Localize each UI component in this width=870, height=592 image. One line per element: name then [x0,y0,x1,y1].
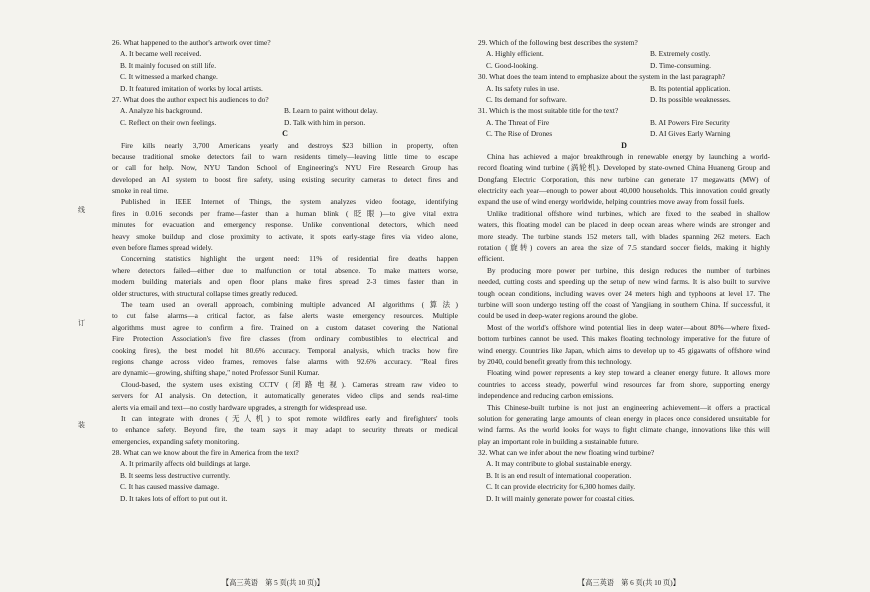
option: C. Reflect on their own feelings. [120,117,217,127]
passage-line: independence and reducing carbon emissions. [478,391,614,401]
passage-line: By producing more power per turbine, this design reduces the number of turbines [487,265,770,275]
question-stem: 29. Which of the following best describes the system? [478,38,638,47]
passage-line: needed, cutting costs and speeding up the setup of new wind farms. It is also built to survive [478,277,770,287]
question-stem: 31. Which is the most suitable title for the text? [478,106,619,116]
passage-line: algorithms must agree to confirm a fire. Trained on a custom dataset covering the National [112,322,458,332]
passage-line: wind farms. As the world looks for ways to fight climate change, innovations like this will [478,425,770,435]
passage-line: could be used in deep-water regions around the globe. [478,311,638,321]
option: C. Good-looking. [486,60,538,70]
passage-line: Published in IEEE Internet of Things, the system analyzes video footage, identifying [121,197,458,207]
binding-mark: 装 [78,421,85,429]
passage-line: play an important role in building a sustainable future. [478,436,639,446]
option: A. It became well received. [120,49,202,59]
passage-line: This Chinese-built turbine is not just an engineering achievement—it offers a practical [487,402,770,412]
passage-line: or call for help. Now, NYU Tandon School of Engineering's NYU Fire Research Group has [112,163,458,173]
option: D. Time-consuming. [650,60,711,70]
passage-line: developed an AI system to boost fire safety, using existing security cameras to detect fires and [112,174,458,184]
passage-line: efficient. [478,254,505,264]
passage-line: to cut false alarms—a critical factor, as false alerts waste emergency resources. Multiple [112,311,458,321]
passage-line: regions change across video frames, removes false alarms with 92.6% accuracy. "Real fires [112,356,458,366]
passage-line: rotation (旋转) covers an area the size of 7.5 standard soccer fields, making it highly [478,243,770,253]
passage-d [478,151,770,447]
passage-line: heavy smoke buildup and close proximity to activate, it spots early-stage fires via video alone, [112,231,458,241]
option: C. It witnessed a marked change. [120,72,218,82]
option: C. Its demand for software. [486,94,567,104]
passage-line: cooking fires), the best model hit 80.6% accuracy. Temporal analysis, which tracks how fire [112,345,458,355]
right-column [478,37,770,504]
passage-line: China has achieved a major breakthrough in renewable energy by launching a world- [487,151,770,161]
option: D. Talk with him in person. [284,117,366,127]
passage-c [112,140,458,448]
option: D. Its possible weaknesses. [650,94,731,104]
passage-line: emergencies, expanding safety monitoring. [112,436,240,446]
passage-line: expand the use of wind energy worldwide, helping countries move away from fossil fuels. [478,197,745,207]
passage-line: tough ocean conditions, including waves over 24 meters high and typhoons at level 17. The [478,288,770,298]
option: A. Its safety rules in use. [486,83,560,93]
passage-line: by 2040, could benefit greatly from this technology. [478,356,632,366]
passage-line: wind energy. Countries like Japan, which aims to develop up to 45 gigawatts of offshore wind [478,345,770,355]
page-footer-right: 【高三英语 第 6 页(共 10 页)】 [578,579,680,587]
option: B. Extremely costly. [650,49,711,59]
passage-line: Floating wind power represents a key step toward a cleaner energy future. It allows more [487,368,770,378]
option: B. Its potential application. [650,83,731,93]
passage-line: solution for generating large amounts of clean energy in places once considered unsuitable for [478,413,770,423]
passage-line: older structures, with structural collapse times greatly reduced. [112,288,298,298]
passage-line: bottom turbines cannot be used. This makes floating technology imperative for the future of [478,334,770,344]
passage-line: Dongfang Electric Corporation, this new turbine can generate 17 megawatts (MW) of [478,174,770,184]
option: C. The Rise of Drones [486,129,553,139]
option: A. Analyze his background. [120,106,203,116]
passage-line: The team used an overall approach, combining multiple advanced AI algorithms (算法) [121,299,458,309]
passage-line: electricity each year—enough to power about 40,000 households. This innovation could greatly [478,186,770,196]
passage-line: servers for AI analysis. On detection, it automatically generates video clips and sends real-time [112,391,458,401]
passage-line: waters, this floating model can be placed in deep ocean areas where winds are stronger and [478,220,770,230]
option: B. AI Powers Fire Security [650,117,730,127]
passage-line: more steady. The turbine stands 152 meters tall, with blades spanning 262 meters. Each [478,231,770,241]
passage-line: are dynamic—growing, shifting shape," noted Professor Sunil Kumar. [112,368,320,378]
option: D. AI Gives Early Warning [650,129,731,139]
question-stem: 26. What happened to the author's artwork over time? [112,38,271,47]
left-column [112,37,458,504]
passage-line: even before flames spread widely. [112,243,213,253]
option: B. It is an end result of international cooperation. [486,470,632,480]
passage-line: because traditional smoke detectors fail to warn residents timely—leaving little time to escape [112,151,458,161]
option: B. It mainly focused on still life. [120,60,217,70]
passage-line: fires in 0.016 seconds per frame—faster than a human blink (眨眼)—to give vital extra [112,208,458,218]
option: A. The Threat of Fire [486,117,550,127]
passage-line: Fire Protection Association's five fire classes (from ordinary combustibles to electrical and [112,334,458,344]
option: D. It will mainly generate power for coastal cities. [486,493,635,503]
passage-line: modern building materials and open floor plans make fires spread 2-3 times faster than in [112,277,458,287]
passage-line: turbine will soon undergo testing off the coast of Yangjiang in southern China. If successful, it [478,299,770,309]
option: B. It seems less destructive currently. [120,470,231,480]
passage-line: Fire kills nearly 3,700 Americans yearly and destroys $23 billion in property, often [121,140,458,150]
page-footer-left: 【高三英语 第 5 页(共 10 页)】 [222,579,324,587]
passage-line: Cloud-based, the system uses existing CCTV (闭路电视). Cameras stream raw video to [121,379,458,389]
binding-mark: 订 [78,319,85,327]
question-stem: 27. What does the author expect his audiences to do? [112,94,269,104]
passage-line: Concerning statistics highlight the urgent need: 11% of residential fire deaths happen [121,254,458,264]
passage-line: Most of the world's offshore wind potential lies in deep water—about 80%—where fixed- [487,322,770,332]
passage-line: alerts via email and text—no costly hardware upgrades, a strength for widespread use. [112,402,367,412]
option: B. Learn to paint without delay. [284,106,378,116]
option: A. It primarily affects old buildings at large. [120,459,251,469]
passage-line: where detectors failed—either due to malfunction or total absence. To make matters worse, [112,265,458,275]
passage-line: minutes for evacuation and emergency response. Unlike conventional detectors, which need [112,220,458,230]
option: A. It may contribute to global sustainable energy. [486,459,632,469]
passage-line: Unlike traditional offshore wind turbines, which are fixed to the seabed in shallow [487,208,770,218]
question-stem: 32. What can we infer about the new floating wind turbine? [478,448,655,458]
option: D. It featured imitation of works by local artists. [120,83,263,93]
option: A. Highly efficient. [486,49,544,59]
passage-line: to enhance safety. Beyond fire, the team says it may adapt to security threats or medical [112,425,458,435]
section-label: C [282,129,288,139]
option: C. It can provide electricity for 6,300 homes daily. [486,482,636,492]
passage-line: smoke in real time. [112,186,169,196]
passage-line: countries to access steady, powerful wind resources far from shore, supporting energy [478,379,770,389]
passage-line: It can integrate with drones (无人机) to spot remote wildfires early and firefighters' tools [121,413,458,423]
question-stem: 28. What can we know about the fire in America from the text? [112,448,299,458]
passage-line: record floating wind turbine (涡轮机). Developed by state-owned China Huaneng Group and [478,163,770,173]
question-stem: 30. What does the team intend to emphasize about the system in the last paragraph? [478,72,726,82]
binding-mark: 线 [78,206,85,214]
option: C. It has caused massive damage. [120,482,220,492]
section-label: D [621,140,627,150]
option: D. It takes lots of effort to put out it. [120,493,228,503]
